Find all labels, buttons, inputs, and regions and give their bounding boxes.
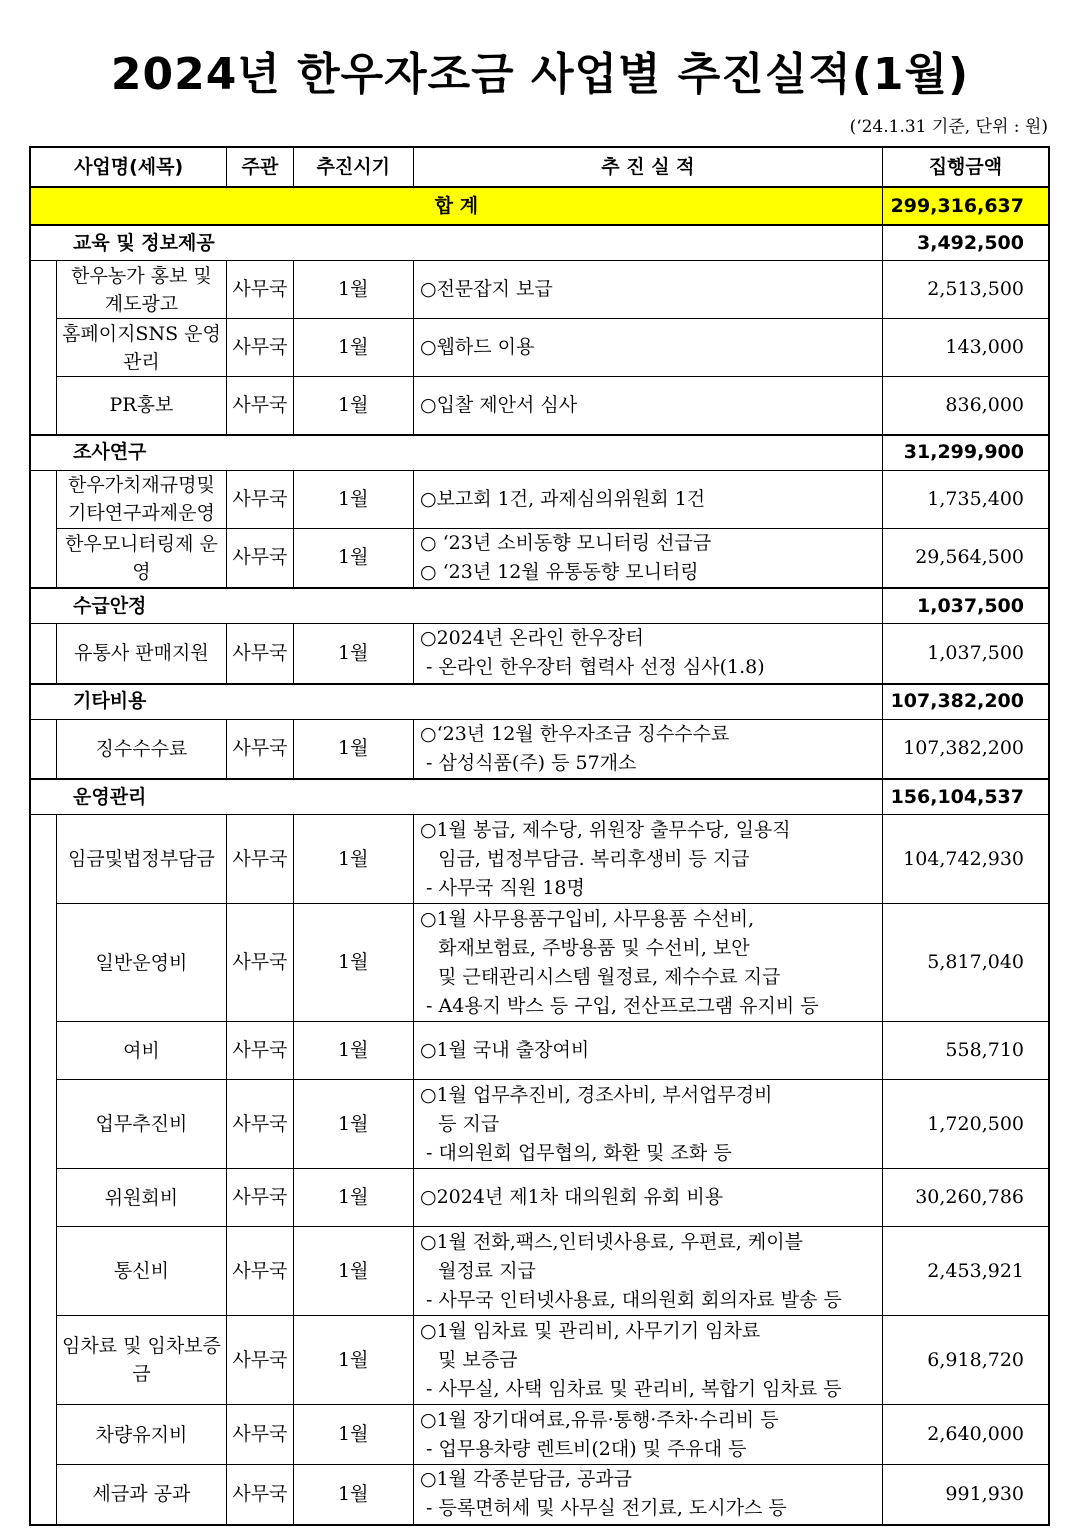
row-amount: 1,735,400: [882, 470, 1049, 528]
result-line: ○2024년 제1차 대의원회 유회 비용: [419, 1186, 724, 1208]
section-name: 조사연구: [30, 435, 882, 471]
row-dept: 사무국: [227, 1080, 293, 1169]
header-amount: 집행금액: [882, 147, 1049, 187]
row-name: PR홍보: [56, 377, 227, 435]
result-line: 및 보증금: [419, 1348, 518, 1371]
row-result: [413, 904, 882, 1022]
row-result: [413, 1169, 882, 1227]
header-dept: 주관: [227, 147, 293, 187]
row-result: [413, 1080, 882, 1169]
row-amount: 558,710: [882, 1022, 1049, 1080]
section-name: 교육 및 정보제공: [30, 225, 882, 261]
row-period: 1월: [293, 261, 413, 319]
row-indent: [30, 1405, 56, 1465]
row-indent: [30, 1465, 56, 1525]
result-line: - 사무국 인터넷사용료, 대의원회 회의자료 발송 등: [419, 1288, 842, 1311]
row-name: 임차료 및 임차보증금: [56, 1316, 227, 1405]
row-name: 통신비: [56, 1227, 227, 1316]
row-period: 1월: [293, 815, 413, 904]
row-amount: 6,918,720: [882, 1316, 1049, 1405]
row-name: 세금과 공과: [56, 1465, 227, 1525]
section-name: 운영관리: [30, 779, 882, 815]
row-name: 한우농가 홍보 및 계도광고: [56, 261, 227, 319]
row-dept: 사무국: [227, 261, 293, 319]
row-amount: 1,037,500: [882, 624, 1049, 684]
row-dept: 사무국: [227, 1405, 293, 1465]
result-line: ○1월 각종분담금, 공과금: [419, 1468, 632, 1491]
section-row: [30, 684, 1049, 720]
section-row: [30, 225, 1049, 261]
result-line: 월정료 지급: [419, 1259, 536, 1282]
row-amount: 30,260,786: [882, 1169, 1049, 1227]
total-amount: 299,316,637: [882, 187, 1049, 225]
header-result: 추 진 실 적: [413, 147, 882, 187]
result-line: - A4용지 박스 등 구입, 전산프로그램 유지비 등: [419, 994, 819, 1017]
row-name: 한우가치재규명및 기타연구과제운영: [56, 470, 227, 528]
page-title: 2024년 한우자조금 사업별 추진실적(1월): [110, 49, 970, 100]
row-indent: [30, 904, 56, 1022]
result-line: ○ ‘23년 소비동향 모니터링 선급금: [419, 531, 712, 554]
row-result: [413, 1405, 882, 1465]
row-amount: 836,000: [882, 377, 1049, 435]
row-period: 1월: [293, 1405, 413, 1465]
row-period: 1월: [293, 470, 413, 528]
row-dept: 사무국: [227, 719, 293, 779]
result-line: ○ ‘23년 12월 유통동향 모니터링: [419, 560, 699, 583]
section-name: 수급안정: [30, 588, 882, 624]
row-amount: 1,720,500: [882, 1080, 1049, 1169]
table-row: [30, 904, 1049, 1022]
section-row: [30, 588, 1049, 624]
table-row: [30, 1465, 1049, 1525]
header-period: 추진시기: [293, 147, 413, 187]
row-dept: 사무국: [227, 470, 293, 528]
result-line: - 등록면허세 및 사무실 전기료, 도시가스 등: [419, 1497, 787, 1520]
row-name: 차량유지비: [56, 1405, 227, 1465]
result-line: ○1월 국내 출장여비: [419, 1039, 590, 1061]
row-name: 홈페이지SNS 운영관리: [56, 319, 227, 377]
row-indent: [30, 1169, 56, 1227]
row-indent: [30, 1316, 56, 1405]
result-line: ○1월 사무용품구입비, 사무용품 수선비,: [419, 907, 755, 930]
row-result: [413, 470, 882, 528]
row-amount: 991,930: [882, 1465, 1049, 1525]
row-indent: [30, 528, 56, 588]
row-dept: 사무국: [227, 815, 293, 904]
row-name: 한우모니터링제 운영: [56, 528, 227, 588]
section-amount: 31,299,900: [882, 435, 1049, 471]
table-row: [30, 1080, 1049, 1169]
result-line: ○1월 전화,팩스,인터넷사용료, 우편료, 케이블: [419, 1230, 803, 1253]
result-line: - 삼성식품(주) 등 57개소: [419, 751, 637, 774]
row-period: 1월: [293, 1022, 413, 1080]
row-name: 일반운영비: [56, 904, 227, 1022]
row-period: 1월: [293, 1316, 413, 1405]
row-result: [413, 319, 882, 377]
row-period: 1월: [293, 377, 413, 435]
row-dept: 사무국: [227, 319, 293, 377]
row-indent: [30, 319, 56, 377]
row-indent: [30, 1080, 56, 1169]
row-dept: 사무국: [227, 377, 293, 435]
row-period: 1월: [293, 719, 413, 779]
result-line: ○입찰 제안서 심사: [419, 393, 578, 416]
table-row: [30, 1405, 1049, 1465]
row-period: 1월: [293, 904, 413, 1022]
table-row: [30, 377, 1049, 435]
row-dept: 사무국: [227, 1465, 293, 1525]
table-row: [30, 261, 1049, 319]
row-amount: 29,564,500: [882, 528, 1049, 588]
row-period: 1월: [293, 1227, 413, 1316]
total-row: [30, 187, 1049, 225]
table-row: [30, 1022, 1049, 1080]
row-period: 1월: [293, 1465, 413, 1525]
row-amount: 143,000: [882, 319, 1049, 377]
table-row: [30, 1227, 1049, 1316]
row-name: 임금및법정부담금: [56, 815, 227, 904]
table-row: [30, 528, 1049, 588]
row-amount: 104,742,930: [882, 815, 1049, 904]
row-name: 업무추진비: [56, 1080, 227, 1169]
section-amount: 1,037,500: [882, 588, 1049, 624]
row-dept: 사무국: [227, 624, 293, 684]
result-line: ○1월 임차료 및 관리비, 사무기기 임차료: [419, 1319, 761, 1342]
table-row: [30, 815, 1049, 904]
section-amount: 156,104,537: [882, 779, 1049, 815]
row-period: 1월: [293, 1080, 413, 1169]
row-result: [413, 528, 882, 588]
row-indent: [30, 1227, 56, 1316]
result-line: ○보고회 1건, 과제심의위원회 1건: [419, 487, 706, 510]
row-dept: 사무국: [227, 1227, 293, 1316]
row-amount: 2,453,921: [882, 1227, 1049, 1316]
row-period: 1월: [293, 624, 413, 684]
row-dept: 사무국: [227, 528, 293, 588]
result-line: 임금, 법정부담금. 복리후생비 등 지급: [419, 847, 750, 870]
result-line: - 사무실, 사택 임차료 및 관리비, 복합기 임차료 등: [419, 1377, 842, 1400]
row-name: 위원회비: [56, 1169, 227, 1227]
result-line: - 사무국 직원 18명: [419, 876, 585, 899]
row-dept: 사무국: [227, 1316, 293, 1405]
result-line: ○웹하드 이용: [419, 336, 535, 358]
header-name: 사업명(세목): [30, 147, 227, 187]
row-name: 유통사 판매지원: [56, 624, 227, 684]
row-result: [413, 815, 882, 904]
performance-table: [29, 146, 1050, 1526]
section-name: 기타비용: [30, 684, 882, 720]
table-row: [30, 1169, 1049, 1227]
row-amount: 2,513,500: [882, 261, 1049, 319]
row-period: 1월: [293, 528, 413, 588]
row-result: [413, 1227, 882, 1316]
row-result: [413, 1022, 882, 1080]
row-dept: 사무국: [227, 1169, 293, 1227]
table-row: [30, 470, 1049, 528]
result-line: ○1월 장기대여료,유류·통행·주차·수리비 등: [419, 1408, 779, 1431]
row-indent: [30, 719, 56, 779]
section-row: [30, 435, 1049, 471]
header-row: [30, 147, 1049, 187]
row-name: 징수수수료: [56, 719, 227, 779]
result-line: - 온라인 한우장터 협력사 선정 심사(1.8): [419, 656, 765, 679]
section-amount: 3,492,500: [882, 225, 1049, 261]
row-result: [413, 719, 882, 779]
row-result: [413, 377, 882, 435]
row-period: 1월: [293, 1169, 413, 1227]
unit-note: (‘24.1.31 기준, 단위 : 원): [849, 117, 1048, 137]
section-amount: 107,382,200: [882, 684, 1049, 720]
row-indent: [30, 1022, 56, 1080]
row-result: [413, 1316, 882, 1405]
result-line: - 업무용차량 렌트비(2대) 및 주유대 등: [419, 1437, 747, 1460]
result-line: 등 지급: [419, 1112, 500, 1135]
row-result: [413, 624, 882, 684]
result-line: ○2024년 온라인 한우장터: [419, 627, 644, 650]
total-label: 합 계: [30, 187, 882, 225]
row-dept: 사무국: [227, 1022, 293, 1080]
row-dept: 사무국: [227, 904, 293, 1022]
row-indent: [30, 377, 56, 435]
table-row: [30, 1316, 1049, 1405]
result-line: ○‘23년 12월 한우자조금 징수수수료: [419, 722, 730, 745]
row-period: 1월: [293, 319, 413, 377]
table-row: [30, 624, 1049, 684]
row-name: 여비: [56, 1022, 227, 1080]
section-row: [30, 779, 1049, 815]
row-indent: [30, 815, 56, 904]
result-line: - 대의원회 업무협의, 화환 및 조화 등: [419, 1141, 732, 1164]
result-line: ○1월 업무추진비, 경조사비, 부서업무경비: [419, 1083, 773, 1106]
row-result: [413, 1465, 882, 1525]
row-indent: [30, 470, 56, 528]
table-row: [30, 319, 1049, 377]
row-indent: [30, 624, 56, 684]
result-line: 화재보험료, 주방용품 및 수선비, 보안: [419, 936, 750, 959]
result-line: ○전문잡지 보급: [419, 278, 553, 300]
row-amount: 107,382,200: [882, 719, 1049, 779]
row-amount: 2,640,000: [882, 1405, 1049, 1465]
table-row: [30, 719, 1049, 779]
result-line: 및 근태관리시스템 월정료, 제수수료 지급: [419, 965, 781, 988]
result-line: ○1월 봉급, 제수당, 위원장 출무수당, 일용직: [419, 818, 791, 841]
row-indent: [30, 261, 56, 319]
row-result: [413, 261, 882, 319]
row-amount: 5,817,040: [882, 904, 1049, 1022]
